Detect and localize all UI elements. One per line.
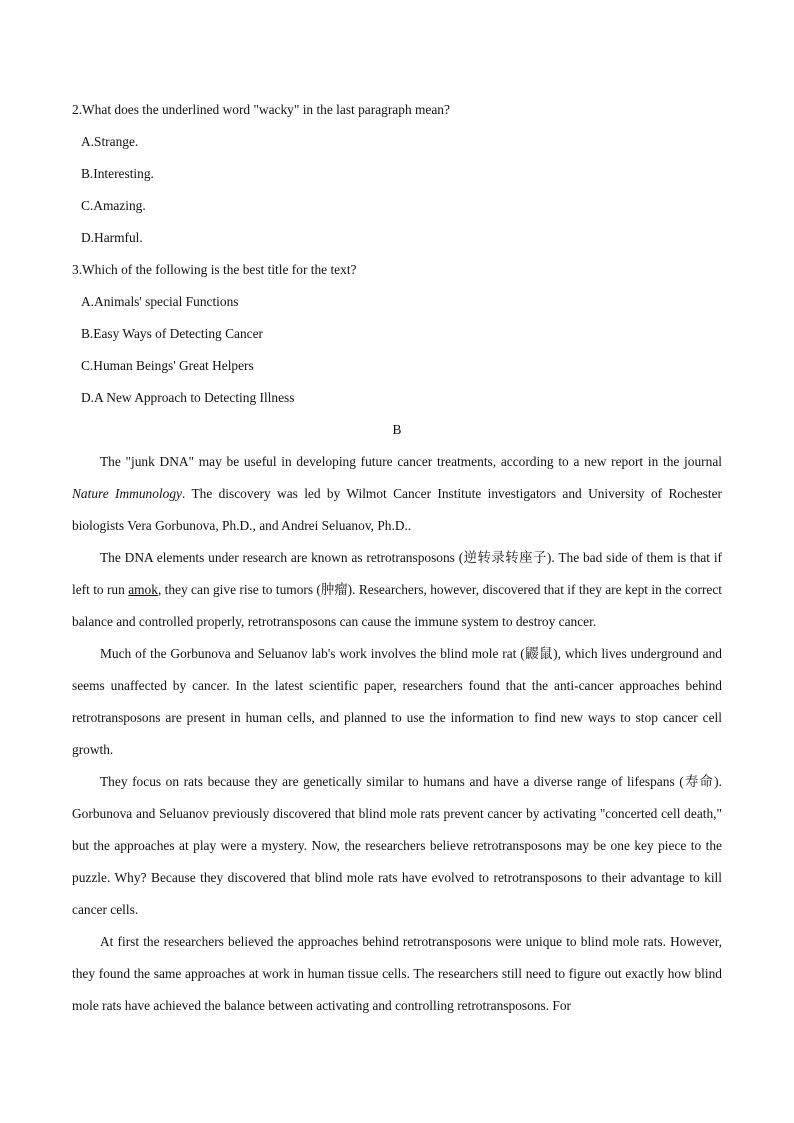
passage-paragraph-5: At first the researchers believed the approaches behind retrotransposons were unique to blind mole rats. However, they found the same approaches at work in human tissue cells. The researchers still need to figure out exactly how blind mole rats have achieved the balance between activating and controlling retrotransposons. For — [72, 934, 722, 1013]
passage-paragraph-1 — [72, 446, 722, 542]
passage-paragraph-2 — [72, 542, 722, 638]
journal-name: Nature Immunology — [72, 486, 182, 501]
question-2-option-a: A.Strange. — [81, 134, 139, 149]
question-2-stem: 2.What does the underlined word "wacky" in the last paragraph mean? — [72, 102, 450, 117]
question-3-option-c: C.Human Beings' Great Helpers — [81, 358, 254, 373]
underlined-word-amok: amok — [128, 582, 158, 597]
passage-paragraph-3: Much of the Gorbunova and Seluanov lab's work involves the blind mole rat (鼹鼠), which lives underground and seems unaffected by cancer. In the latest scientific paper, researchers found that the anti-cancer approaches behind retrotransposons are present in human cells, and planned to use the information to find new ways to stop cancer cell growth. — [72, 646, 722, 757]
document-page — [72, 98, 722, 1026]
paragraph-1-text-after: . The discovery was led by Wilmot Cancer Institute investigators and University of Rochester biologists Vera Gorbunova, Ph.D., and Andrei Seluanov, Ph.D.. — [72, 486, 722, 533]
passage-paragraph-4: They focus on rats because they are genetically similar to humans and have a diverse range of lifespans (寿命). Gorbunova and Seluanov previously discovered that blind mole rats prevent cancer by activating "concerted cell death," but the approaches at play were a mystery. Now, the researchers believe retrotransposons may be one key piece to the puzzle. Why? Because they discovered that blind mole rats have evolved to retrotransposons to their advantage to kill cancer cells. — [72, 774, 722, 917]
paragraph-2-text-before: The DNA elements under research are known as retrotransposons (逆转录转座子). The bad side of them is that if left to run — [72, 550, 722, 597]
question-3-option-a: A.Animals' special Functions — [81, 294, 239, 309]
question-2-option-d: D.Harmful. — [81, 230, 143, 245]
question-3-stem: 3.Which of the following is the best title for the text? — [72, 262, 357, 277]
paragraph-1-text-before: The "junk DNA" may be useful in developing future cancer treatments, according to a new report in the journal — [100, 454, 722, 469]
question-2-option-c: C.Amazing. — [81, 198, 146, 213]
question-3-option-b: B.Easy Ways of Detecting Cancer — [81, 326, 263, 341]
section-label: B — [392, 422, 402, 437]
question-2-option-b: B.Interesting. — [81, 166, 154, 181]
question-3-option-d: D.A New Approach to Detecting Illness — [81, 390, 295, 405]
paragraph-2-text-after: , they can give rise to tumors (肿瘤). Researchers, however, discovered that if they are kept in the correct balance and controlled properly, retrotransposons can cause the immune system to destroy cancer. — [72, 582, 723, 629]
